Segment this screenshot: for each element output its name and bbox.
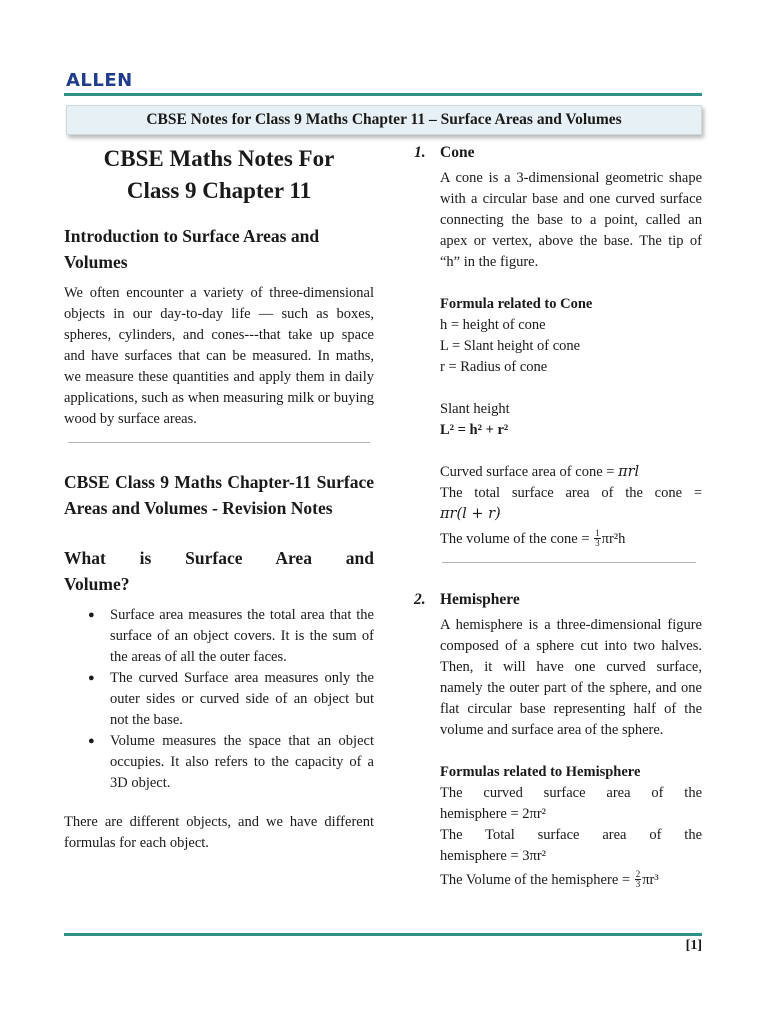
intro-paragraph: We often encounter a variety of three-dimensional objects in our day-to-day life — such as boxes, spheres, cylinders, and cones---that take up space and have surfaces that can be measured. In maths, we measure these quantities and apply them in daily applications, such as when measuring milk or buying wood by surface areas.	[64, 285, 374, 427]
footer-rule	[64, 933, 702, 936]
cone-title: Cone	[440, 144, 475, 161]
list-item-text: Volume measures the space that an object occupies. It also refers to the capacity of a 3D object.	[110, 733, 374, 791]
bullet-icon: ●	[88, 609, 95, 621]
bullet-icon: ●	[88, 672, 95, 684]
fraction-numerator: 1	[595, 528, 600, 539]
list-item	[64, 668, 374, 731]
list-item	[64, 731, 374, 794]
cone-slant-formula: L² = h² + r²	[440, 422, 509, 438]
page-title-line-1: CBSE Maths Notes For	[103, 146, 335, 171]
cone-volume-label: The volume of the cone =	[440, 531, 594, 547]
page-number: [1]	[685, 938, 702, 953]
hemisphere-csa-value: hemisphere = 2πr²	[440, 806, 547, 822]
cone-def-radius: r = Radius of cone	[440, 359, 548, 375]
hemisphere-description: A hemisphere is a three-dimensional figure composed of a sphere cut into two halves. Then, it will have one curved surface, namely the outer part of the sphere, and one flat circular base representing half of the volume and surface area of the sphere.	[440, 617, 702, 738]
what-is-heading	[64, 545, 374, 597]
fraction-numerator: 2	[635, 869, 641, 880]
hemisphere-tsa-value: hemisphere = 3πr²	[440, 848, 547, 864]
cone-tsa-label: The total surface area of the cone =	[440, 485, 702, 501]
closing-paragraph: There are different objects, and we have different formulas for each object.	[64, 814, 374, 851]
hemisphere-formula-heading: Formulas related to Hemisphere	[440, 764, 641, 780]
cone-volume-tail: πr²h	[601, 531, 626, 547]
allen-logo: ALLEN	[66, 70, 133, 91]
list-item	[64, 605, 374, 668]
left-column	[64, 142, 374, 854]
cone-volume	[440, 529, 702, 550]
cone-formula-heading: Formula related to Cone	[440, 296, 593, 312]
cone-section	[412, 168, 702, 550]
list-item-text: The curved Surface area measures only the outer sides or curved side of an object but not the base.	[110, 670, 374, 728]
fraction-denominator: 3	[635, 879, 641, 890]
section-divider	[68, 442, 370, 443]
cone-csa	[440, 462, 702, 483]
fraction-two-thirds	[635, 870, 642, 889]
cone-csa-math: πrl	[618, 464, 640, 480]
hemisphere-title: Hemisphere	[440, 591, 520, 608]
cone-number: 1.	[414, 144, 426, 161]
page-title	[64, 142, 374, 207]
cone-description: A cone is a 3-dimensional geometric shape with a circular base and one curved surface connecting the base to a point, called an apex or vertex, above the base. The tip of “h” in the figure.	[440, 170, 702, 270]
document-banner: CBSE Notes for Class 9 Maths Chapter 11 – Surface Areas and Volumes	[66, 105, 702, 135]
cone-def-height: h = height of cone	[440, 317, 546, 333]
hemisphere-volume-tail: πr³	[642, 872, 659, 888]
chapter-heading: CBSE Class 9 Maths Chapter-11 Surface Areas and Volumes - Revision Notes	[64, 472, 374, 518]
hemisphere-volume	[440, 870, 702, 891]
header-rule	[64, 93, 702, 96]
definition-list	[64, 605, 374, 794]
hemisphere-tsa-label: The Total surface area of the	[440, 827, 702, 843]
bullet-icon: ●	[88, 735, 95, 747]
hemisphere-number: 2.	[414, 591, 426, 608]
hemisphere-heading	[412, 589, 702, 611]
what-is-heading-line-1: What is Surface Area and	[64, 548, 374, 568]
cone-tsa-math: πr(l + r)	[440, 506, 501, 522]
what-is-heading-line-2: Volume?	[64, 574, 130, 594]
hemisphere-volume-label: The Volume of the hemisphere =	[440, 872, 634, 888]
page-title-line-2: Class 9 Chapter 11	[126, 178, 312, 203]
fraction-one-third	[594, 529, 601, 548]
list-item-text: Surface area measures the total area that the surface of an object covers. It is the sum of the areas of all the outer faces.	[110, 607, 374, 665]
intro-heading: Introduction to Surface Areas and Volumes	[64, 226, 320, 272]
cone-csa-label: Curved surface area of cone =	[440, 464, 619, 480]
hemisphere-csa-label: The curved surface area of the	[440, 785, 702, 801]
fraction-denominator: 3	[595, 538, 600, 549]
right-column	[412, 142, 702, 891]
cone-slant-label: Slant height	[440, 401, 510, 417]
hemisphere-section	[412, 615, 702, 891]
cone-heading	[412, 142, 702, 164]
cone-def-slant: L = Slant height of cone	[440, 338, 581, 354]
